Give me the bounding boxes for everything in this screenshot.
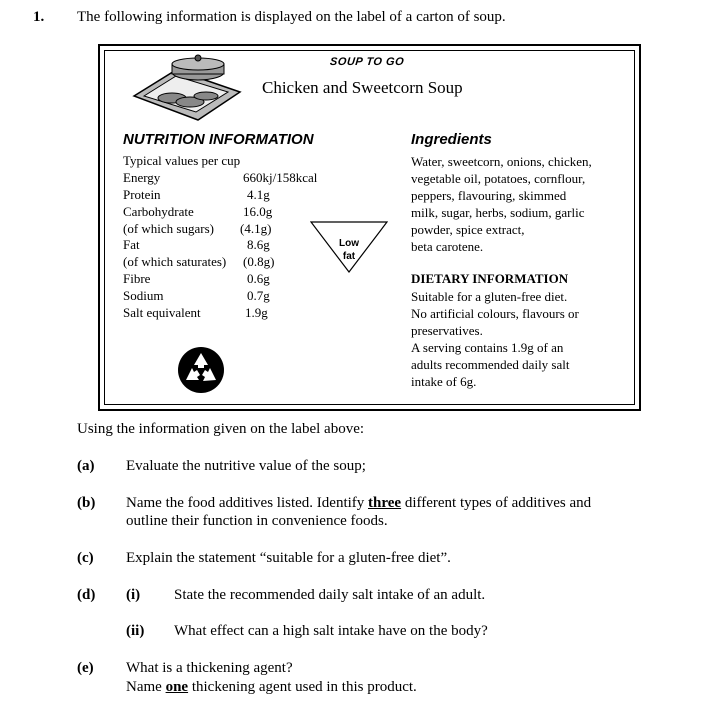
nutrition-value: 660kj/158kcal [243, 170, 318, 185]
nutrition-name: Sodium [123, 288, 164, 303]
nutrition-value: (4.1g) [240, 221, 272, 236]
question-d-ii-label: (ii) [126, 623, 145, 639]
question-b-line2: outline their function in convenience foods. [126, 513, 388, 529]
question-e-text: thickening agent used in this product. [188, 679, 417, 695]
ingredients-line: peppers, flavouring, skimmed [411, 188, 567, 203]
nutrition-value: (0.8g) [243, 254, 275, 269]
low-fat-text: fat [342, 251, 356, 262]
question-c-label: (c) [77, 550, 94, 566]
dietary-line: Suitable for a gluten-free diet. [411, 289, 568, 304]
ingredients-line: powder, spice extract, [411, 222, 525, 237]
dietary-line: preservatives. [411, 323, 483, 338]
ingredients-list [411, 153, 592, 255]
question-c-text: Explain the statement “suitable for a gluten-free diet”. [126, 550, 451, 566]
nutrition-heading: NUTRITION INFORMATION [123, 131, 314, 148]
nutrition-value: 0.6g [247, 271, 270, 286]
nutrition-name: Salt equivalent [123, 305, 201, 320]
dietary-line: A serving contains 1.9g of an [411, 340, 564, 355]
nutrition-name: Protein [123, 187, 161, 202]
dietary-line: No artificial colours, flavours or [411, 306, 579, 321]
ingredients-line: milk, sugar, herbs, sodium, garlic [411, 205, 585, 220]
question-b-emphasis: three [368, 495, 402, 511]
ingredients-heading: Ingredients [411, 131, 492, 148]
question-e-line2 [126, 679, 417, 696]
nutrition-value: 8.6g [247, 237, 270, 252]
question-a-text: Evaluate the nutritive value of the soup; [126, 458, 366, 474]
nutrition-value: 1.9g [245, 305, 268, 320]
ingredients-line: beta carotene. [411, 239, 484, 254]
recycle-icon [177, 346, 225, 394]
typical-values: Typical values per cup [123, 153, 241, 168]
nutrition-name: Carbohydrate [123, 204, 194, 219]
nutrition-name: Fat [123, 237, 140, 252]
question-a-label: (a) [77, 458, 95, 474]
dietary-info [411, 288, 579, 390]
ingredients-line: Water, sweetcorn, onions, chicken, [411, 154, 592, 169]
question-e-label: (e) [77, 660, 94, 676]
nutrition-value: 16.0g [243, 204, 273, 219]
dietary-line: intake of 6g. [411, 374, 477, 389]
question-number: 1. [33, 9, 45, 25]
nutrition-name: (of which sugars) [123, 221, 214, 236]
question-d-ii-text: What effect can a high salt intake have on the body? [174, 623, 488, 639]
question-b-text: Name the food additives listed. Identify [126, 495, 369, 511]
nutrition-value: 0.7g [247, 288, 270, 303]
ingredients-line: vegetable oil, potatoes, cornflour, [411, 171, 586, 186]
low-fat-text: Low [339, 238, 359, 249]
question-intro: The following information is displayed on the label of a carton of soup. [77, 9, 506, 25]
nutrition-value: 4.1g [247, 187, 270, 202]
soup-pot-illustration [132, 52, 242, 122]
nutrition-name: (of which saturates) [123, 254, 227, 269]
question-b-line1 [126, 495, 591, 512]
brand-name: SOUP TO GO [329, 56, 405, 68]
nutrition-name: Fibre [123, 271, 151, 286]
question-d-label: (d) [77, 587, 96, 603]
dietary-line: adults recommended daily salt [411, 357, 570, 372]
question-e-emphasis: one [165, 679, 189, 695]
instruction: Using the information given on the label above: [77, 421, 365, 437]
question-e-text: Name [126, 679, 166, 695]
question-b-label: (b) [77, 495, 96, 511]
dietary-heading: DIETARY INFORMATION [411, 271, 569, 286]
question-e-line1: What is a thickening agent? [126, 660, 293, 676]
question-d-i-label: (i) [126, 587, 141, 603]
question-d-i-text: State the recommended daily salt intake of an adult. [174, 587, 486, 603]
product-name: Chicken and Sweetcorn Soup [262, 78, 463, 97]
question-b-text: different types of additives and [401, 495, 592, 511]
nutrition-name: Energy [123, 170, 161, 185]
